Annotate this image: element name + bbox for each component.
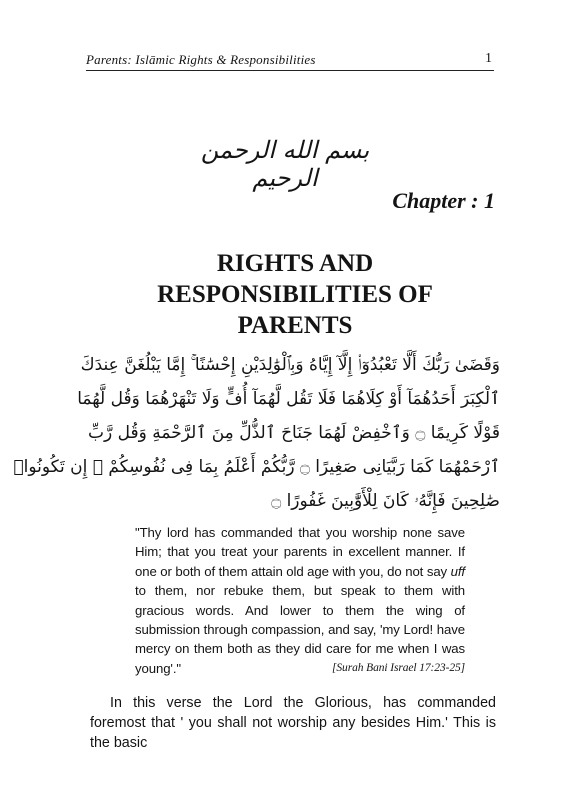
chapter-title-line: RIGHTS AND [216, 250, 374, 277]
quran-verse-line: وَقَضَىٰ رَبُّكَ أَلَّا تَعْبُدُوٓا۟ إِلَّآ إِيَّاهُ وَبِٱلْوَٰلِدَيْنِ إِحْسَٰنًا ۚ إِمَّا يَبْلُغَنَّ عِندَكَ [80, 355, 500, 375]
chapter-title-line: RESPONSIBILITIES OF [157, 281, 433, 308]
translation-emphasis: uff [450, 563, 465, 579]
quran-verse-line: ٱلْكِبَرَ أَحَدُهُمَآ أَوْ كِلَاهُمَا فَلَا تَقُل لَّهُمَآ أُفٍّ وَلَا تَنْهَرْهُمَا وَقُل لَّهُمَا [77, 389, 500, 409]
quran-verse [13, 348, 500, 518]
page-number: 1 [485, 51, 492, 66]
verse-citation: [Surah Bani Israel 17:23-25] [332, 661, 465, 674]
quran-verse-line: قَوْلًا كَرِيمًا ۝ وَٱخْفِضْ لَهُمَا جَنَاحَ ٱلذُّلِّ مِنَ ٱلرَّحْمَةِ وَقُل رَّبِّ [88, 423, 500, 443]
chapter-label: Chapter : 1 [392, 188, 495, 213]
quran-verse-line: ٱرْحَمْهُمَا كَمَا رَبَّيَانِى صَغِيرًا ۝ رَّبُّكُمْ أَعْلَمُ بِمَا فِى نُفُوسِكُمْ ۚ إِن تَكُونُوا۟ [13, 457, 500, 477]
running-header [86, 50, 494, 71]
verse-translation [135, 523, 465, 678]
quran-verse-line: صَٰلِحِينَ فَإِنَّهُۥ كَانَ لِلْأَوَّٰبِينَ غَفُورًا ۝ [271, 491, 500, 511]
running-title: Parents: Islāmic Rights & Responsibilities [86, 52, 316, 67]
body-paragraph: In this verse the Lord the Glorious, has commanded foremost that ' you shall not worship any besides Him.' This is the basic [90, 695, 496, 751]
basmala-calligraphy: بسم الله الرحمن الرحيم [200, 136, 370, 192]
chapter-title [100, 248, 490, 341]
translation-text: to them, nor rebuke them, but speak to them with gracious words. And lower to them the wing of submission through compassion, and say, 'my Lord! have mercy on them both as they did care for me when I was young'." [135, 583, 465, 676]
chapter-title-line: PARENTS [237, 312, 353, 339]
translation-text: "Thy lord has commanded that you worship none save Him; that you treat your parents in excellent manner. If one or both of them attain old age with you, do not say [135, 525, 465, 579]
